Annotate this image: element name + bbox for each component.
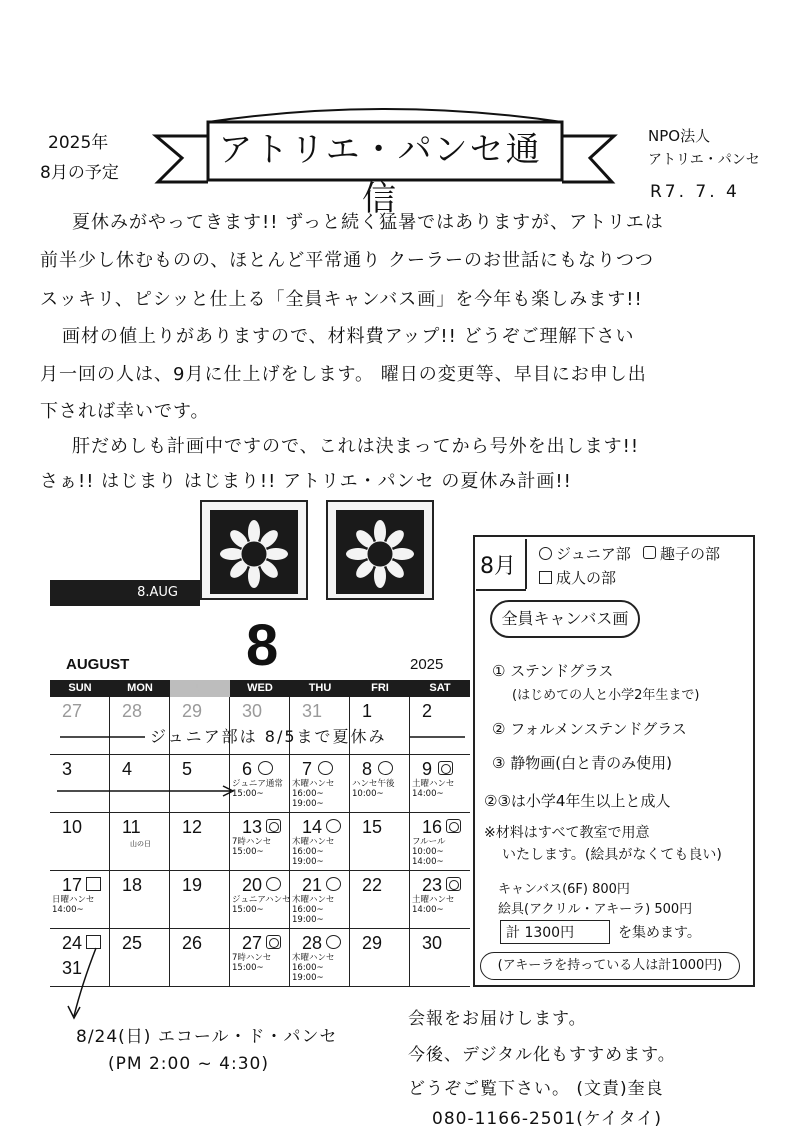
calendar-day-number: 6 bbox=[242, 759, 253, 779]
calendar-day-number: 2 bbox=[422, 701, 433, 721]
calendar-arrows bbox=[55, 728, 475, 798]
calendar-day bbox=[110, 929, 170, 986]
calendar-week bbox=[50, 871, 470, 929]
calendar-day-number: 28 bbox=[302, 933, 323, 953]
calendar-day bbox=[290, 871, 350, 928]
calendar-month-tab bbox=[50, 580, 200, 606]
header-year: 2025年 bbox=[48, 133, 109, 153]
class-schedule-note: 木曜ハンセ 16:00~ 19:00~ bbox=[292, 953, 335, 983]
class-schedule-note: ジュニアハンセ 15:00~ bbox=[232, 895, 291, 915]
calendar-day-number: 8 bbox=[362, 759, 373, 779]
calendar-day-number: 10 bbox=[62, 817, 83, 837]
calendar-day-number: 26 bbox=[182, 933, 203, 953]
calendar-day-number: 31 bbox=[302, 701, 323, 721]
calendar-day bbox=[170, 813, 230, 870]
calendar-day-number: 24 bbox=[62, 933, 83, 953]
weekday-sun: SUN bbox=[68, 682, 92, 694]
footer-line-3: どうぞご覧下さい。 (文責)奎良 bbox=[408, 1079, 664, 1099]
circle-mark-icon bbox=[326, 935, 341, 949]
legend-adult: 成人の部 bbox=[556, 569, 617, 587]
calendar-day-number: 29 bbox=[362, 933, 383, 953]
sunflower-icon bbox=[210, 510, 298, 594]
weekday-thu: THU bbox=[308, 682, 332, 694]
footer-phone: 080-1166-2501(ケイタイ) bbox=[432, 1109, 662, 1129]
calendar-day bbox=[170, 929, 230, 986]
footer-line-2: 今後、デジタル化もすすめます。 bbox=[408, 1045, 676, 1065]
calendar-month-number: 8 bbox=[246, 613, 279, 678]
class-schedule-note: フルール 10:00~ 14:00~ bbox=[412, 837, 446, 867]
calendar-year: 2025 bbox=[410, 656, 444, 673]
weekday-wed: WED bbox=[247, 682, 273, 694]
class-schedule-note: ジュニア通常 15:00~ bbox=[232, 779, 283, 799]
issue-date: R7. 7. 4 bbox=[650, 182, 740, 202]
circle-mark-icon bbox=[266, 877, 281, 891]
calendar-day-number: 21 bbox=[302, 875, 323, 895]
sunflower-icon bbox=[336, 510, 424, 594]
calendar-day-number: 13 bbox=[242, 817, 263, 837]
calendar-day-number: 16 bbox=[422, 817, 443, 837]
newsletter-title: アトリエ・パンセ通信 bbox=[218, 130, 542, 219]
calendar-day-number: 15 bbox=[362, 817, 383, 837]
holiday-label: 山の日 bbox=[130, 840, 151, 848]
calendar-week bbox=[50, 929, 470, 987]
footer-line-1: 会報をお届けします。 bbox=[408, 1009, 587, 1029]
body-line-6: 下されば幸いです。 bbox=[40, 401, 210, 422]
circle-in-square-icon bbox=[266, 819, 281, 833]
legend-month: 8月 bbox=[480, 554, 516, 579]
calendar-day bbox=[230, 929, 290, 986]
calendar-day-number: 14 bbox=[302, 817, 323, 837]
calendar-day bbox=[50, 871, 110, 928]
program-note-3: いたします。(絵具がなくても良い) bbox=[502, 847, 722, 863]
calendar-day-number: 3 bbox=[62, 759, 73, 779]
divider bbox=[525, 539, 527, 589]
header-plan-label: 8月の予定 bbox=[40, 163, 119, 183]
calendar-day-number: 30 bbox=[422, 933, 443, 953]
calendar-day-number: 12 bbox=[182, 817, 203, 837]
calendar-day-number: 27 bbox=[242, 933, 263, 953]
circle-mark-icon bbox=[326, 877, 341, 891]
body-line-7: 肝だめしも計画中ですので、これは決まってから号外を出します!! bbox=[72, 436, 640, 457]
circle-in-square-icon bbox=[643, 546, 656, 559]
class-schedule-note: 土曜ハンセ 14:00~ bbox=[412, 895, 455, 915]
circle-mark-icon bbox=[539, 547, 552, 560]
event-arrow bbox=[60, 944, 110, 1024]
body-line-4: 画材の値上りがありますので、材料費アップ!! どうぞご理解下さい bbox=[62, 326, 635, 347]
program-item-2: ② フォルメンステンドグラス bbox=[492, 720, 687, 738]
calendar-month-name: AUGUST bbox=[66, 656, 130, 673]
calendar-day bbox=[350, 813, 410, 870]
calendar-day bbox=[350, 929, 410, 986]
circle-mark-icon bbox=[326, 819, 341, 833]
calendar-day bbox=[230, 813, 290, 870]
org-name-line2: アトリエ・パンセ bbox=[648, 152, 760, 168]
body-line-8: さぁ!! はじまり はじまり!! アトリエ・パンセ の夏休み計画!! bbox=[40, 471, 572, 492]
calendar-day-number: 11 bbox=[122, 817, 141, 837]
body-line-2: 前半少し休むものの、ほとんど平常通り クーラーのお世話にもなりつつ bbox=[40, 250, 654, 271]
class-schedule-note: 日曜ハンセ 14:00~ bbox=[52, 895, 95, 915]
weekday-mon: MON bbox=[127, 682, 153, 694]
circle-in-square-icon bbox=[446, 877, 461, 891]
calendar-day bbox=[290, 813, 350, 870]
calendar-day-number: 29 bbox=[182, 701, 203, 721]
sunflower-photo-2 bbox=[326, 500, 434, 600]
calendar-day-number: 20 bbox=[242, 875, 263, 895]
program-item-1: ① ステンドグラス bbox=[492, 662, 614, 680]
calendar-day-number: 30 bbox=[242, 701, 263, 721]
program-cost-paint: 絵具(アクリル・アキーラ) 500円 bbox=[498, 902, 693, 917]
calendar-day bbox=[410, 929, 470, 986]
calendar-day bbox=[410, 871, 470, 928]
event-date-line: 8/24(日) エコール・ド・パンセ bbox=[76, 1027, 338, 1047]
calendar-day-number: 23 bbox=[422, 875, 443, 895]
program-item-3: ③ 静物画(白と青のみ使用) bbox=[492, 754, 672, 772]
calendar-day-number: 19 bbox=[182, 875, 203, 895]
class-schedule-note: 7時ハンセ 15:00~ bbox=[232, 837, 272, 857]
calendar-day-number: 25 bbox=[122, 933, 143, 953]
junior-holiday-note: ジュニア部は 8/5まで夏休み bbox=[150, 727, 387, 746]
calendar-day-number: 22 bbox=[362, 875, 383, 895]
program-note-1: ②③は小学4年生以上と成人 bbox=[484, 792, 671, 810]
calendar-day-31: 31 bbox=[62, 958, 83, 978]
calendar-day-number: 7 bbox=[302, 759, 313, 779]
calendar-day-number: 17 bbox=[62, 875, 83, 895]
program-item-1-sub: (はじめての人と小学2年生まで) bbox=[512, 688, 700, 703]
calendar-day-number: 5 bbox=[182, 759, 193, 779]
calendar-day bbox=[290, 929, 350, 986]
org-name-line1: NPO法人 bbox=[648, 127, 711, 145]
class-schedule-note: 木曜ハンセ 16:00~ 19:00~ bbox=[292, 895, 335, 925]
calendar-day bbox=[110, 871, 170, 928]
body-line-5: 月一回の人は、9月に仕上げをします。 曜日の変更等、早目にお申し出 bbox=[40, 364, 647, 385]
calendar-day-number: 18 bbox=[122, 875, 143, 895]
class-schedule-note: 木曜ハンセ 16:00~ 19:00~ bbox=[292, 837, 335, 867]
weekday-sat: SAT bbox=[429, 682, 451, 694]
legend-hobby: 趣子の部 bbox=[660, 545, 721, 563]
body-line-1: 夏休みがやってきます!! ずっと続く猛暑ではありますが、アトリエは bbox=[72, 212, 664, 233]
program-title: 全員キャンバス画 bbox=[490, 600, 640, 638]
class-schedule-note: 7時ハンセ 15:00~ bbox=[232, 953, 272, 973]
event-time-line: (PM 2:00 ~ 4:30) bbox=[108, 1054, 269, 1074]
calendar-day bbox=[410, 813, 470, 870]
program-collect: を集めます。 bbox=[618, 925, 701, 941]
calendar-day-number: 9 bbox=[422, 759, 433, 779]
divider bbox=[476, 589, 526, 591]
program-note-2: ※材料はすべて教室で用意 bbox=[484, 825, 650, 841]
calendar-weekday-header bbox=[50, 680, 470, 697]
class-schedule-note: ハンセ午後 10:00~ bbox=[352, 779, 395, 799]
square-mark-icon bbox=[86, 877, 101, 891]
square-mark-icon bbox=[539, 571, 552, 584]
calendar-month-tab-label: 8.AUG bbox=[137, 585, 178, 600]
calendar-day bbox=[110, 813, 170, 870]
weekday-fri: FRI bbox=[371, 682, 389, 694]
sunflower-photo-1 bbox=[200, 500, 308, 600]
calendar-day-number: 28 bbox=[122, 701, 143, 721]
calendar-day bbox=[230, 871, 290, 928]
circle-in-square-icon bbox=[266, 935, 281, 949]
class-schedule-note: 木曜ハンセ 16:00~ 19:00~ bbox=[292, 779, 335, 809]
calendar-day bbox=[50, 813, 110, 870]
calendar-day bbox=[170, 871, 230, 928]
program-discount-note: (アキーラを持っている人は計1000円) bbox=[480, 952, 740, 980]
program-cost-canvas: キャンバス(6F) 800円 bbox=[498, 882, 630, 897]
circle-in-square-icon bbox=[446, 819, 461, 833]
calendar-week bbox=[50, 813, 470, 871]
body-line-3: スッキリ、ピシッと仕上る「全員キャンバス画」を今年も楽しみます!! bbox=[40, 289, 643, 310]
calendar-day-number: 4 bbox=[122, 759, 133, 779]
program-total: 計 1300円 bbox=[506, 925, 575, 941]
legend-junior: ジュニア部 bbox=[556, 545, 631, 563]
calendar-day bbox=[350, 871, 410, 928]
calendar-day-number: 27 bbox=[62, 701, 83, 721]
class-schedule-note: 土曜ハンセ 14:00~ bbox=[412, 779, 455, 799]
weekday-tue: TUE bbox=[170, 680, 230, 697]
calendar-day-number: 1 bbox=[362, 701, 373, 721]
